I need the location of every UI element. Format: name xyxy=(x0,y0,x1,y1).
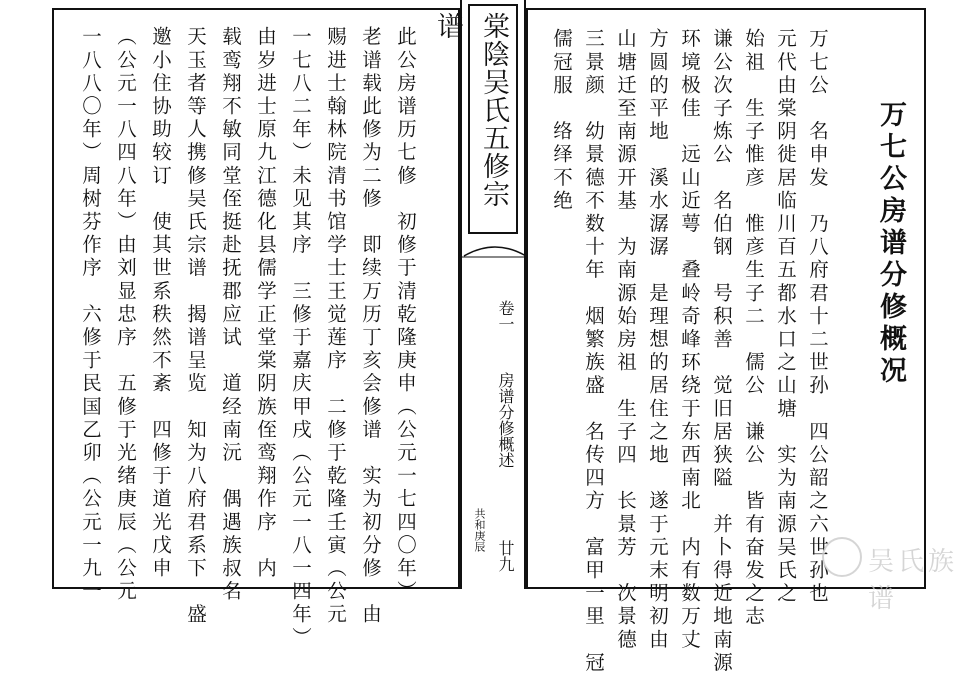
spine-arc-top xyxy=(462,242,528,258)
spine-edition: 共和庚辰 xyxy=(473,508,486,552)
left-page-text-column: 由岁进士原九江德化县儒学正堂棠阴族侄鸾翔作序 内 xyxy=(254,26,277,581)
right-page-text-column: 始祖 生子惟彦 惟彦生子二 儒公 谦公 皆有奋发之志 xyxy=(742,28,765,629)
book-spine xyxy=(432,0,526,589)
right-page-text-column: 万七公 名申发 乃八府君十二世孙 四公韶之六世孙也 xyxy=(806,28,829,606)
right-page-text-column: 儒冠服 络绎不绝 xyxy=(550,28,573,213)
page-number: 廿九 xyxy=(496,540,515,572)
left-page-text-column: 一八八〇年）周树芬作序 六修于民国乙卯（公元一九一 xyxy=(79,26,102,604)
right-page-text-column: 元代由棠阴徙居临川百五都水口之山塘 实为南源吴氏之 xyxy=(774,28,797,606)
spine-volume: 卷一 xyxy=(496,300,515,332)
left-page-text-column: 载鸾翔不敏同堂侄挺赴抚郡应试 道经南沅 偶遇族叔名 xyxy=(219,26,242,604)
left-page-text-column: 天玉者等人携修吴氏宗谱 揭谱呈览 知为八府君系下 盛 xyxy=(184,26,207,627)
left-page xyxy=(52,8,460,650)
left-page-text-column: 赐进士翰林院清书馆学士王觉莲序 二修于乾隆壬寅（公元 xyxy=(324,26,347,627)
section-heading: 万七公房谱分修概况 xyxy=(875,100,906,388)
spine-title-box xyxy=(432,4,518,234)
right-page-text-column: 谦公次子炼公 名伯钢 号积善 觉旧居狭隘 并卜得近地南源 xyxy=(710,28,733,675)
left-page-text-column: 此公房谱历七修 初修于清乾隆庚申（公元一七四〇年） xyxy=(394,26,417,604)
left-page-text-column: （公元一八四八年）由刘显忠序 五修于光绪庚辰（公元 xyxy=(114,26,137,604)
left-page-text-column: 老谱载此修为二修 即续万历丁亥会修谱 实为初分修 由 xyxy=(359,26,382,627)
left-page-text-column: 邀小住协助较订 使其世系秩然不紊 四修于道光戊申 xyxy=(149,26,172,581)
right-page-text-column: 山塘迁至南源开基 为南源始房祖 生子四 长景芳 次景德 xyxy=(614,28,637,652)
watermark-seal-icon xyxy=(822,537,862,577)
right-page-text-column: 方圆的平地 溪水潺潺 是理想的居住之地 遂于元末明初由 xyxy=(646,28,669,652)
spine-section: 房谱分修概述 xyxy=(496,372,515,468)
right-page-text-column: 三景颜 幼景德不数十年 烟繁族盛 名传四方 富甲一里 冠 xyxy=(582,28,605,675)
left-page-text-column: 一七八二年）未见其序 三修于嘉庆甲戌（公元一八一四年） xyxy=(289,26,312,650)
watermark-text: 吴氏族谱 xyxy=(868,547,959,614)
watermark xyxy=(822,537,972,614)
spine-title: 棠陰吴氏五修宗谱 xyxy=(432,12,509,208)
right-page-text-column: 环境极佳 远山近萼 叠岭奇峰环绕于东西南北 内有数万丈 xyxy=(678,28,701,652)
